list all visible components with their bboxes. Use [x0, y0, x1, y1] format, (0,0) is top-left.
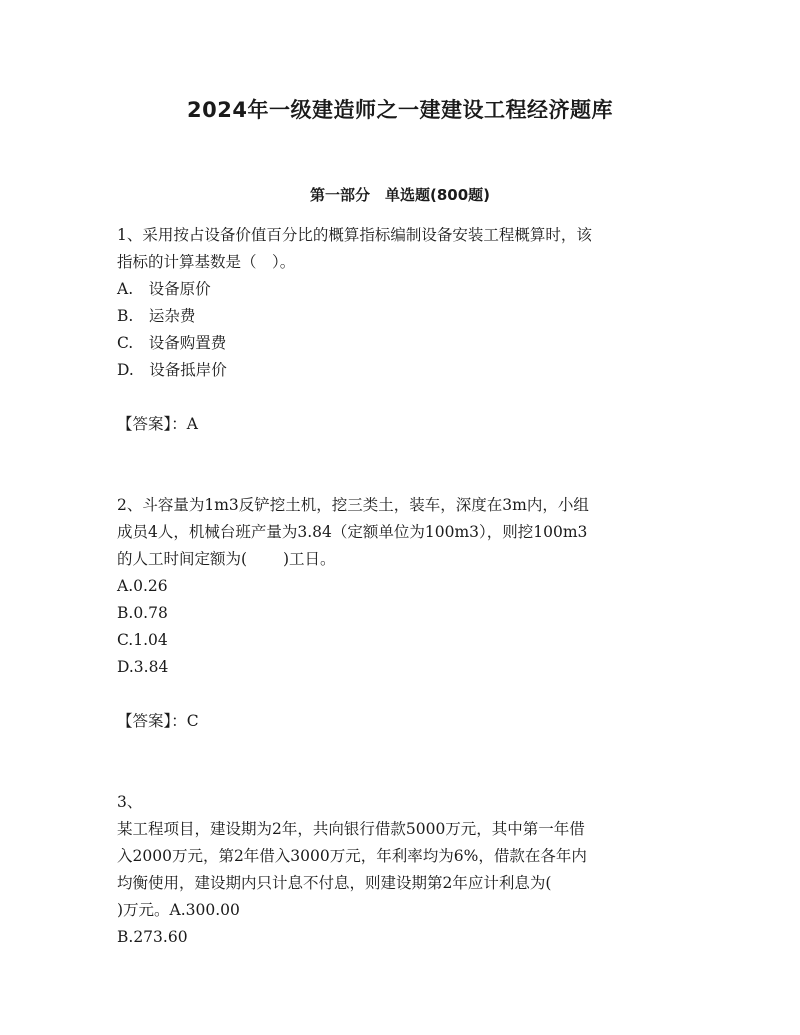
- question-2-option-d: D.3.84: [117, 658, 169, 676]
- question-1-option-d: D. 设备抵岸价: [117, 361, 227, 379]
- question-list: [117, 222, 687, 951]
- document-title: 2024年一级建造师之一建建设工程经济题库: [187, 98, 613, 122]
- question-3-stem-line-4: )万元。A.300.00: [117, 901, 240, 919]
- question-2-stem-line-2: 成员4人，机械台班产量为3.84（定额单位为100m3），则挖100m3: [117, 523, 588, 541]
- question-1: [117, 222, 687, 438]
- question-2-answer: 【答案】：C: [117, 712, 199, 730]
- question-2-option-b: B.0.78: [117, 604, 168, 622]
- question-2-option-a: A.0.26: [117, 577, 168, 595]
- question-3-stem-line-3: 均衡使用，建设期内只计息不付息，则建设期第2年应计利息为(: [117, 874, 552, 892]
- question-3-stem-line-1: 某工程项目，建设期为2年，共向银行借款5000万元，其中第一年借: [117, 820, 585, 838]
- question-1-option-a: A. 设备原价: [117, 280, 211, 298]
- question-1-stem-line-1: 1、采用按占设备价值百分比的概算指标编制设备安装工程概算时，该: [117, 226, 592, 244]
- question-2: [117, 492, 687, 735]
- question-2-option-c: C.1.04: [117, 631, 168, 649]
- question-1-option-b: B. 运杂费: [117, 307, 196, 325]
- question-1-answer: 【答案】：A: [117, 415, 198, 433]
- question-1-stem-line-2: 指标的计算基数是（ ）。: [117, 253, 296, 271]
- question-2-stem-line-1: 2、斗容量为1m3反铲挖土机，挖三类土，装车，深度在3m内，小组: [117, 496, 589, 514]
- question-2-stem-line-3: 的人工时间定额为( )工日。: [117, 550, 336, 568]
- question-3-option-b: B.273.60: [117, 928, 188, 946]
- question-3: [117, 789, 687, 951]
- section-title: 第一部分 单选题(800题): [309, 186, 491, 204]
- question-3-number: 3、: [117, 793, 143, 811]
- question-1-option-c: C. 设备购置费: [117, 334, 227, 352]
- question-3-stem-line-2: 入2000万元，第2年借入3000万元，年利率均为6%，借款在各年内: [117, 847, 587, 865]
